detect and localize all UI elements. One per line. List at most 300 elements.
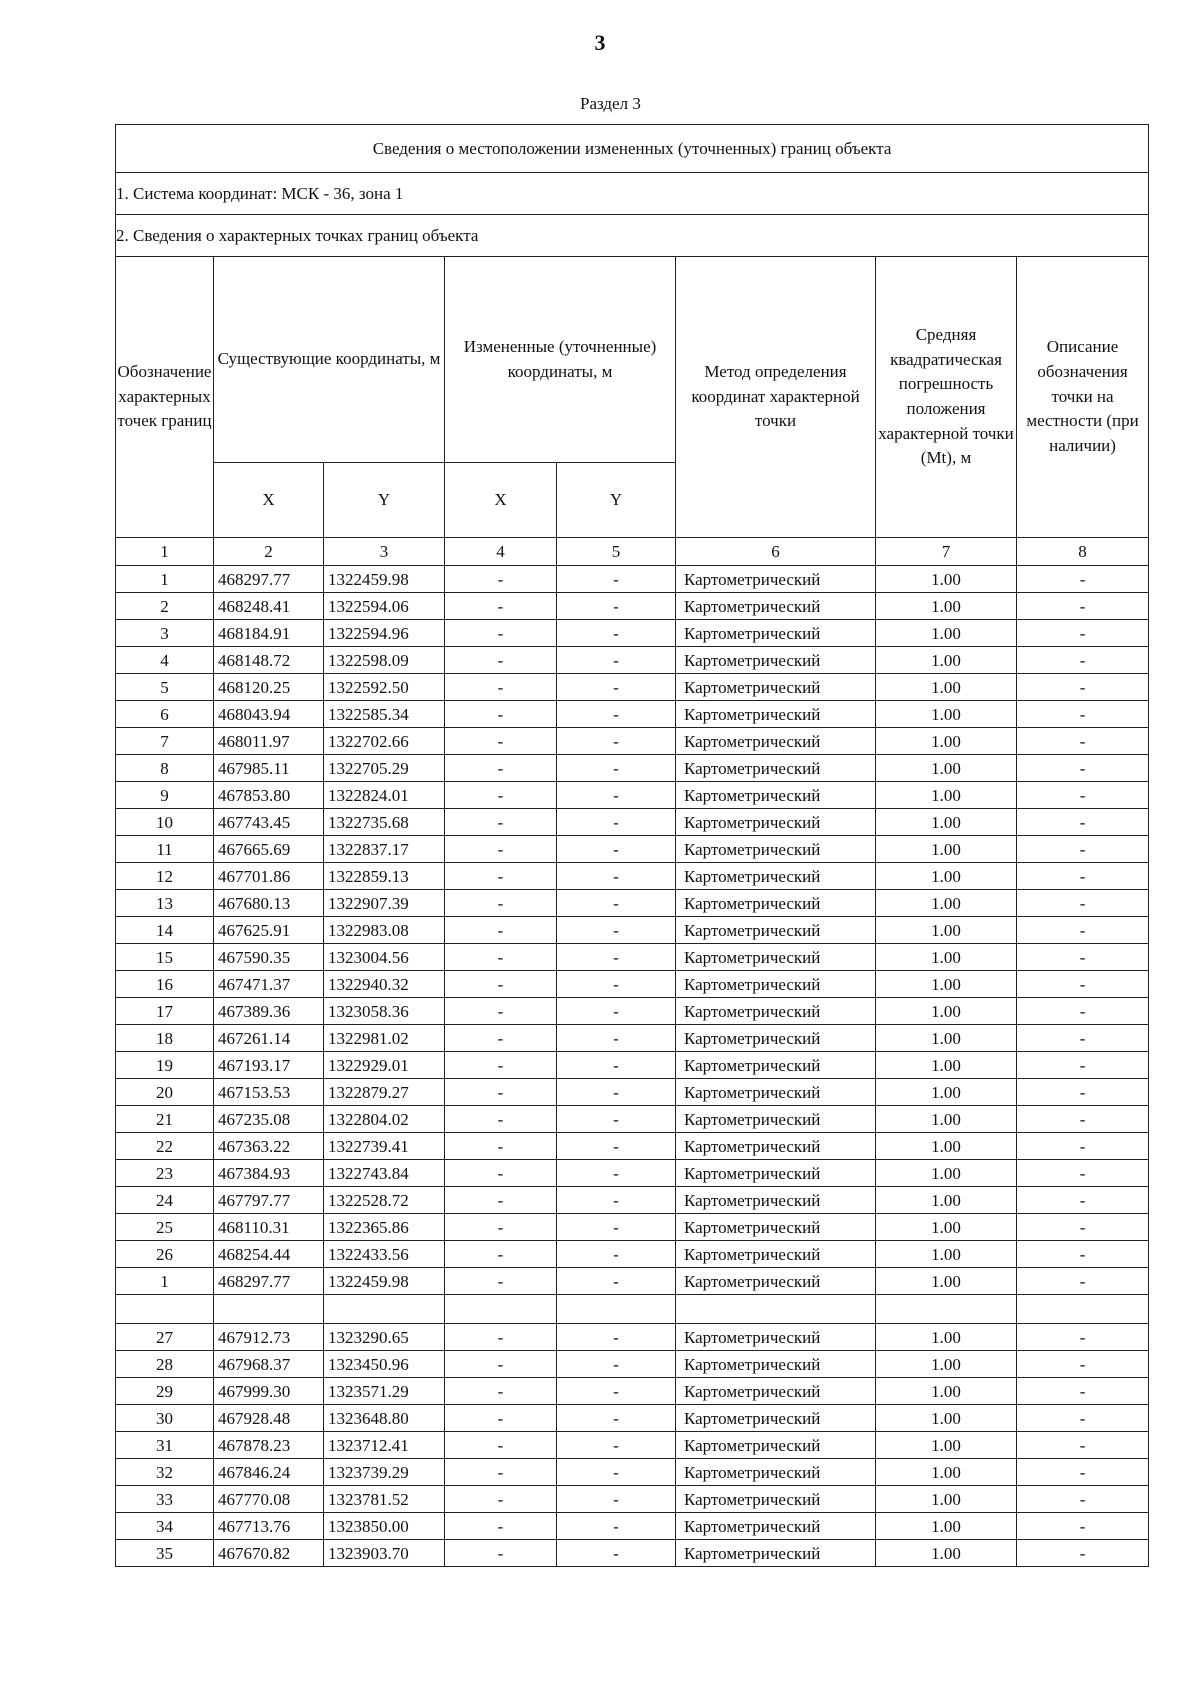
- cell-changed-x: -: [445, 647, 557, 674]
- cell-existing-x: 467193.17: [214, 1052, 324, 1079]
- cell-method: Картометрический: [676, 1079, 876, 1106]
- cell-accuracy: 1.00: [876, 1432, 1017, 1459]
- cell-existing-x: 468043.94: [214, 701, 324, 728]
- cell-existing-y: 1322804.02: [324, 1106, 445, 1133]
- cell-changed-y: -: [557, 782, 676, 809]
- cell-existing-x: 467363.22: [214, 1133, 324, 1160]
- cell-existing-y: 1322585.34: [324, 701, 445, 728]
- cell-point-number: 30: [116, 1405, 214, 1432]
- empty-cell: [557, 1295, 676, 1324]
- cell-existing-x: 467384.93: [214, 1160, 324, 1187]
- cell-description: -: [1017, 782, 1149, 809]
- cell-existing-x: 467770.08: [214, 1486, 324, 1513]
- cell-changed-y: -: [557, 566, 676, 593]
- cell-existing-x: 467713.76: [214, 1513, 324, 1540]
- cell-changed-y: -: [557, 836, 676, 863]
- cell-point-number: 17: [116, 998, 214, 1025]
- cell-changed-y: -: [557, 1459, 676, 1486]
- cell-accuracy: 1.00: [876, 1160, 1017, 1187]
- cell-point-number: 15: [116, 944, 214, 971]
- cell-accuracy: 1.00: [876, 1241, 1017, 1268]
- table-row: [116, 1540, 1149, 1567]
- cell-accuracy: 1.00: [876, 1486, 1017, 1513]
- table-row: [116, 1106, 1149, 1133]
- cell-method: Картометрический: [676, 1351, 876, 1378]
- table-row: [116, 1432, 1149, 1459]
- cell-point-number: 11: [116, 836, 214, 863]
- empty-cell: [676, 1295, 876, 1324]
- cell-accuracy: 1.00: [876, 1268, 1017, 1295]
- cell-existing-y: 1322702.66: [324, 728, 445, 755]
- empty-cell: [324, 1295, 445, 1324]
- cell-existing-x: 467590.35: [214, 944, 324, 971]
- cell-existing-y: 1322592.50: [324, 674, 445, 701]
- cell-existing-y: 1323004.56: [324, 944, 445, 971]
- cell-existing-x: 467878.23: [214, 1432, 324, 1459]
- cell-changed-x: -: [445, 1324, 557, 1351]
- cell-accuracy: 1.00: [876, 944, 1017, 971]
- cell-existing-y: 1323903.70: [324, 1540, 445, 1567]
- column-number: 5: [557, 538, 676, 566]
- cell-changed-x: -: [445, 863, 557, 890]
- cell-description: -: [1017, 1324, 1149, 1351]
- cell-description: -: [1017, 1378, 1149, 1405]
- cell-changed-y: -: [557, 971, 676, 998]
- cell-point-number: 21: [116, 1106, 214, 1133]
- cell-changed-y: -: [557, 701, 676, 728]
- cell-existing-x: 468148.72: [214, 647, 324, 674]
- cell-method: Картометрический: [676, 782, 876, 809]
- cell-point-number: 28: [116, 1351, 214, 1378]
- cell-existing-y: 1322940.32: [324, 971, 445, 998]
- table-row: [116, 1214, 1149, 1241]
- table-row: [116, 863, 1149, 890]
- cell-method: Картометрический: [676, 728, 876, 755]
- cell-description: -: [1017, 755, 1149, 782]
- cell-existing-x: 467235.08: [214, 1106, 324, 1133]
- cell-method: Картометрический: [676, 1459, 876, 1486]
- cell-description: -: [1017, 1214, 1149, 1241]
- cell-changed-x: -: [445, 809, 557, 836]
- cell-point-number: 18: [116, 1025, 214, 1052]
- cell-accuracy: 1.00: [876, 1351, 1017, 1378]
- cell-existing-x: 468297.77: [214, 566, 324, 593]
- cell-method: Картометрический: [676, 1540, 876, 1567]
- cell-changed-x: -: [445, 836, 557, 863]
- cell-changed-x: -: [445, 566, 557, 593]
- cell-existing-y: 1322459.98: [324, 566, 445, 593]
- cell-changed-x: -: [445, 1459, 557, 1486]
- table-row: [116, 1025, 1149, 1052]
- cell-description: -: [1017, 1540, 1149, 1567]
- cell-existing-x: 468297.77: [214, 1268, 324, 1295]
- cell-accuracy: 1.00: [876, 1133, 1017, 1160]
- cell-accuracy: 1.00: [876, 1513, 1017, 1540]
- cell-changed-x: -: [445, 782, 557, 809]
- cell-changed-x: -: [445, 1160, 557, 1187]
- cell-existing-y: 1323450.96: [324, 1351, 445, 1378]
- cell-changed-y: -: [557, 809, 676, 836]
- cell-method: Картометрический: [676, 836, 876, 863]
- cell-existing-y: 1322594.96: [324, 620, 445, 647]
- cell-description: -: [1017, 728, 1149, 755]
- cell-description: -: [1017, 620, 1149, 647]
- cell-changed-y: -: [557, 593, 676, 620]
- cell-changed-x: -: [445, 1052, 557, 1079]
- cell-existing-y: 1322598.09: [324, 647, 445, 674]
- cell-changed-x: -: [445, 674, 557, 701]
- empty-cell: [214, 1295, 324, 1324]
- cell-method: Картометрический: [676, 1432, 876, 1459]
- cell-method: Картометрический: [676, 1106, 876, 1133]
- cell-method: Картометрический: [676, 944, 876, 971]
- table-row: [116, 1324, 1149, 1351]
- cell-changed-y: -: [557, 728, 676, 755]
- cell-point-number: 9: [116, 782, 214, 809]
- cell-method: Картометрический: [676, 620, 876, 647]
- cell-description: -: [1017, 593, 1149, 620]
- cell-changed-y: -: [557, 1106, 676, 1133]
- cell-accuracy: 1.00: [876, 782, 1017, 809]
- table-row: [116, 836, 1149, 863]
- empty-cell: [876, 1295, 1017, 1324]
- cell-accuracy: 1.00: [876, 674, 1017, 701]
- cell-accuracy: 1.00: [876, 1540, 1017, 1567]
- table-row: [116, 647, 1149, 674]
- cell-point-number: 32: [116, 1459, 214, 1486]
- header-description: Описание обозначения точки на местности (при наличии): [1017, 257, 1149, 538]
- cell-description: -: [1017, 971, 1149, 998]
- cell-description: -: [1017, 1513, 1149, 1540]
- cell-point-number: 1: [116, 1268, 214, 1295]
- table-row: [116, 620, 1149, 647]
- table-row: [116, 998, 1149, 1025]
- cell-description: -: [1017, 917, 1149, 944]
- column-number: 8: [1017, 538, 1149, 566]
- cell-method: Картометрический: [676, 755, 876, 782]
- cell-description: -: [1017, 998, 1149, 1025]
- cell-point-number: 13: [116, 890, 214, 917]
- cell-existing-x: 467153.53: [214, 1079, 324, 1106]
- column-number: 6: [676, 538, 876, 566]
- empty-cell: [116, 1295, 214, 1324]
- cell-accuracy: 1.00: [876, 566, 1017, 593]
- cell-existing-x: 468248.41: [214, 593, 324, 620]
- cell-changed-x: -: [445, 1268, 557, 1295]
- points-heading: 2. Сведения о характерных точках границ объекта: [116, 215, 1149, 257]
- cell-existing-x: 467846.24: [214, 1459, 324, 1486]
- cell-existing-y: 1322705.29: [324, 755, 445, 782]
- cell-description: -: [1017, 890, 1149, 917]
- cell-changed-y: -: [557, 620, 676, 647]
- cell-point-number: 19: [116, 1052, 214, 1079]
- cell-point-number: 14: [116, 917, 214, 944]
- cell-method: Картометрический: [676, 1133, 876, 1160]
- header-existing-coords: Существующие координаты, м: [214, 257, 445, 463]
- cell-point-number: 6: [116, 701, 214, 728]
- cell-method: Картометрический: [676, 1324, 876, 1351]
- table-row: [116, 917, 1149, 944]
- cell-description: -: [1017, 1268, 1149, 1295]
- cell-description: -: [1017, 1486, 1149, 1513]
- cell-method: Картометрический: [676, 1160, 876, 1187]
- empty-cell: [445, 1295, 557, 1324]
- cell-changed-x: -: [445, 755, 557, 782]
- table-row: [116, 809, 1149, 836]
- column-number: 7: [876, 538, 1017, 566]
- cell-existing-x: 467670.82: [214, 1540, 324, 1567]
- cell-changed-y: -: [557, 1378, 676, 1405]
- table-row: [116, 755, 1149, 782]
- table-row: [116, 1459, 1149, 1486]
- cell-accuracy: 1.00: [876, 620, 1017, 647]
- cell-description: -: [1017, 1052, 1149, 1079]
- cell-existing-x: 468011.97: [214, 728, 324, 755]
- cell-accuracy: 1.00: [876, 809, 1017, 836]
- cell-description: -: [1017, 1187, 1149, 1214]
- cell-changed-x: -: [445, 944, 557, 971]
- cell-point-number: 29: [116, 1378, 214, 1405]
- cell-changed-y: -: [557, 1405, 676, 1432]
- cell-method: Картометрический: [676, 1378, 876, 1405]
- cell-method: Картометрический: [676, 566, 876, 593]
- cell-description: -: [1017, 1025, 1149, 1052]
- page-number: 3: [594, 30, 606, 55]
- cell-point-number: 26: [116, 1241, 214, 1268]
- cell-point-number: 22: [116, 1133, 214, 1160]
- cell-existing-y: 1323850.00: [324, 1513, 445, 1540]
- cell-changed-x: -: [445, 728, 557, 755]
- cell-description: -: [1017, 701, 1149, 728]
- boundary-points-table: [115, 124, 1149, 1567]
- cell-changed-y: -: [557, 1025, 676, 1052]
- cell-description: -: [1017, 1079, 1149, 1106]
- cell-method: Картометрический: [676, 593, 876, 620]
- table-row: [116, 566, 1149, 593]
- table-row: [116, 1405, 1149, 1432]
- table-row: [116, 1052, 1149, 1079]
- cell-point-number: 27: [116, 1324, 214, 1351]
- column-number: 1: [116, 538, 214, 566]
- header-changed-x: X: [445, 463, 557, 538]
- cell-changed-x: -: [445, 1378, 557, 1405]
- cell-accuracy: 1.00: [876, 1187, 1017, 1214]
- table-row: [116, 1241, 1149, 1268]
- cell-existing-x: 468120.25: [214, 674, 324, 701]
- cell-changed-y: -: [557, 755, 676, 782]
- cell-point-number: 8: [116, 755, 214, 782]
- cell-accuracy: 1.00: [876, 971, 1017, 998]
- cell-changed-x: -: [445, 917, 557, 944]
- cell-description: -: [1017, 1351, 1149, 1378]
- cell-existing-y: 1322459.98: [324, 1268, 445, 1295]
- cell-changed-y: -: [557, 1052, 676, 1079]
- cell-changed-x: -: [445, 620, 557, 647]
- cell-changed-x: -: [445, 971, 557, 998]
- cell-changed-y: -: [557, 1241, 676, 1268]
- cell-existing-x: 468184.91: [214, 620, 324, 647]
- cell-accuracy: 1.00: [876, 1052, 1017, 1079]
- cell-changed-y: -: [557, 1268, 676, 1295]
- cell-changed-y: -: [557, 674, 676, 701]
- cell-method: Картометрический: [676, 998, 876, 1025]
- column-numbers-row: [116, 538, 1149, 566]
- cell-point-number: 10: [116, 809, 214, 836]
- separator-row: [116, 1295, 1149, 1324]
- table-row: [116, 728, 1149, 755]
- cell-existing-x: 467968.37: [214, 1351, 324, 1378]
- cell-existing-y: 1322365.86: [324, 1214, 445, 1241]
- table-row: [116, 1079, 1149, 1106]
- cell-accuracy: 1.00: [876, 1459, 1017, 1486]
- cell-changed-y: -: [557, 1324, 676, 1351]
- cell-point-number: 25: [116, 1214, 214, 1241]
- cell-existing-x: 467680.13: [214, 890, 324, 917]
- cell-description: -: [1017, 836, 1149, 863]
- table-row: [116, 1351, 1149, 1378]
- cell-accuracy: 1.00: [876, 998, 1017, 1025]
- table-row: [116, 1378, 1149, 1405]
- cell-method: Картометрический: [676, 701, 876, 728]
- cell-existing-y: 1322594.06: [324, 593, 445, 620]
- cell-changed-y: -: [557, 1214, 676, 1241]
- table-row: [116, 1160, 1149, 1187]
- cell-existing-x: 467797.77: [214, 1187, 324, 1214]
- cell-existing-y: 1323712.41: [324, 1432, 445, 1459]
- cell-accuracy: 1.00: [876, 1378, 1017, 1405]
- cell-changed-y: -: [557, 863, 676, 890]
- cell-existing-x: 467261.14: [214, 1025, 324, 1052]
- cell-accuracy: 1.00: [876, 917, 1017, 944]
- cell-changed-y: -: [557, 1160, 676, 1187]
- cell-changed-x: -: [445, 1025, 557, 1052]
- cell-existing-x: 467928.48: [214, 1405, 324, 1432]
- cell-changed-y: -: [557, 1513, 676, 1540]
- cell-changed-x: -: [445, 1187, 557, 1214]
- cell-existing-y: 1322981.02: [324, 1025, 445, 1052]
- cell-method: Картометрический: [676, 1513, 876, 1540]
- cell-point-number: 4: [116, 647, 214, 674]
- cell-changed-x: -: [445, 593, 557, 620]
- cell-method: Картометрический: [676, 1486, 876, 1513]
- cell-point-number: 1: [116, 566, 214, 593]
- table-row: [116, 1268, 1149, 1295]
- cell-existing-y: 1322879.27: [324, 1079, 445, 1106]
- header-changed-y: Y: [557, 463, 676, 538]
- cell-changed-y: -: [557, 647, 676, 674]
- column-number: 4: [445, 538, 557, 566]
- cell-method: Картометрический: [676, 647, 876, 674]
- cell-description: -: [1017, 674, 1149, 701]
- cell-accuracy: 1.00: [876, 755, 1017, 782]
- cell-description: -: [1017, 1459, 1149, 1486]
- cell-existing-y: 1322859.13: [324, 863, 445, 890]
- cell-description: -: [1017, 1432, 1149, 1459]
- cell-accuracy: 1.00: [876, 1079, 1017, 1106]
- cell-method: Картометрический: [676, 1241, 876, 1268]
- cell-changed-x: -: [445, 1486, 557, 1513]
- header-point-designation: Обозначение характерных точек границ: [116, 257, 214, 538]
- cell-changed-x: -: [445, 890, 557, 917]
- cell-existing-x: 468110.31: [214, 1214, 324, 1241]
- table-row: [116, 1513, 1149, 1540]
- cell-changed-x: -: [445, 1432, 557, 1459]
- cell-existing-x: 467625.91: [214, 917, 324, 944]
- cell-changed-x: -: [445, 1214, 557, 1241]
- cell-existing-y: 1322739.41: [324, 1133, 445, 1160]
- cell-point-number: 23: [116, 1160, 214, 1187]
- cell-accuracy: 1.00: [876, 647, 1017, 674]
- cell-accuracy: 1.00: [876, 1106, 1017, 1133]
- cell-method: Картометрический: [676, 809, 876, 836]
- cell-existing-x: 468254.44: [214, 1241, 324, 1268]
- cell-description: -: [1017, 944, 1149, 971]
- cell-existing-x: 467389.36: [214, 998, 324, 1025]
- cell-accuracy: 1.00: [876, 1405, 1017, 1432]
- cell-accuracy: 1.00: [876, 1025, 1017, 1052]
- cell-point-number: 7: [116, 728, 214, 755]
- column-number: 3: [324, 538, 445, 566]
- table-row: [116, 890, 1149, 917]
- cell-existing-y: 1323571.29: [324, 1378, 445, 1405]
- table-row: [116, 1486, 1149, 1513]
- cell-accuracy: 1.00: [876, 593, 1017, 620]
- cell-changed-y: -: [557, 1540, 676, 1567]
- cell-accuracy: 1.00: [876, 890, 1017, 917]
- cell-description: -: [1017, 566, 1149, 593]
- cell-changed-y: -: [557, 917, 676, 944]
- column-number: 2: [214, 538, 324, 566]
- cell-existing-y: 1323058.36: [324, 998, 445, 1025]
- cell-accuracy: 1.00: [876, 1324, 1017, 1351]
- cell-changed-y: -: [557, 944, 676, 971]
- cell-changed-x: -: [445, 1351, 557, 1378]
- cell-changed-y: -: [557, 1187, 676, 1214]
- cell-existing-x: 467985.11: [214, 755, 324, 782]
- cell-changed-y: -: [557, 998, 676, 1025]
- cell-existing-y: 1322824.01: [324, 782, 445, 809]
- cell-existing-x: 467701.86: [214, 863, 324, 890]
- cell-method: Картометрический: [676, 674, 876, 701]
- table-row: [116, 701, 1149, 728]
- cell-accuracy: 1.00: [876, 1214, 1017, 1241]
- cell-existing-y: 1323648.80: [324, 1405, 445, 1432]
- cell-accuracy: 1.00: [876, 863, 1017, 890]
- cell-point-number: 12: [116, 863, 214, 890]
- header-existing-y: Y: [324, 463, 445, 538]
- cell-existing-y: 1322983.08: [324, 917, 445, 944]
- table-row: [116, 944, 1149, 971]
- cell-existing-y: 1322743.84: [324, 1160, 445, 1187]
- cell-existing-x: 467665.69: [214, 836, 324, 863]
- cell-changed-y: -: [557, 890, 676, 917]
- cell-method: Картометрический: [676, 971, 876, 998]
- cell-point-number: 5: [116, 674, 214, 701]
- cell-changed-x: -: [445, 1513, 557, 1540]
- cell-method: Картометрический: [676, 863, 876, 890]
- cell-changed-x: -: [445, 1079, 557, 1106]
- table-row: [116, 971, 1149, 998]
- cell-description: -: [1017, 863, 1149, 890]
- cell-method: Картометрический: [676, 1052, 876, 1079]
- cell-existing-y: 1322907.39: [324, 890, 445, 917]
- table-row: [116, 674, 1149, 701]
- header-accuracy: Средняя квадратическая погрешность положения характерной точки (Mt), м: [876, 257, 1017, 538]
- cell-existing-y: 1323739.29: [324, 1459, 445, 1486]
- header-method: Метод определения координат характерной точки: [676, 257, 876, 538]
- cell-existing-y: 1323290.65: [324, 1324, 445, 1351]
- cell-changed-x: -: [445, 701, 557, 728]
